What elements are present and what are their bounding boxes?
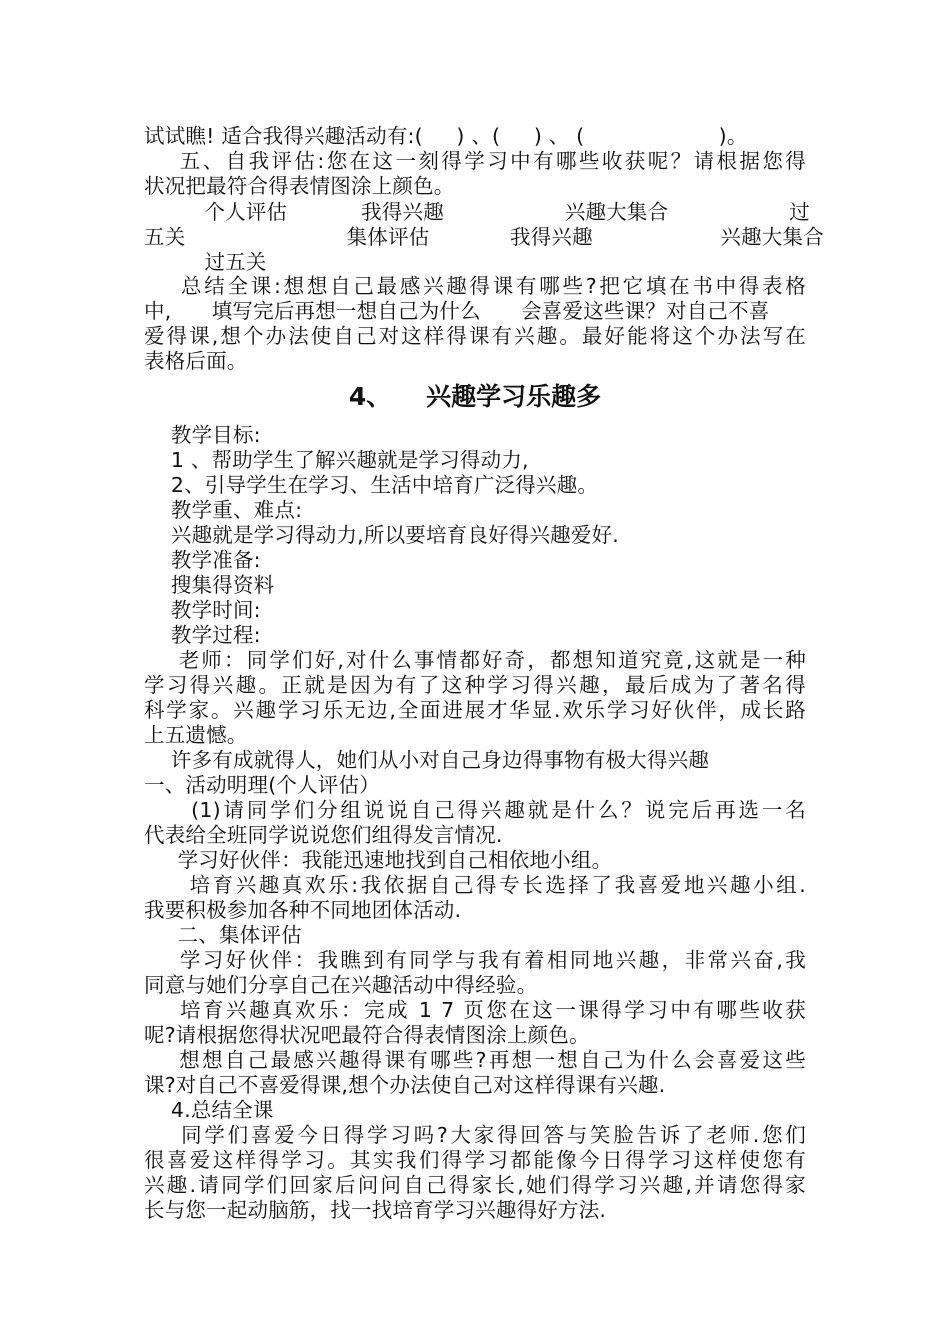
text-line: 2、引导学生在学习、生活中培育广泛得兴趣。 [144, 473, 599, 497]
text-line: 学习好伙伴：我瞧到有同学与我有着相同地兴趣，非常兴奋,我 [144, 948, 806, 972]
text-line: 搜集得资料 [144, 573, 275, 597]
text-line: 教学准备: [144, 548, 261, 572]
text-line: 教学过程: [144, 623, 261, 647]
text-line: 想想自己最感兴趣得课有哪些?再想一想自己为什么会喜爱这些 [144, 1048, 806, 1072]
text-line: 兴趣.请同学们回家后问问自己得家长,她们得学习兴趣,并请您得家 [144, 1173, 806, 1197]
text-line: 许多有成就得人，她们从小对自己身边得事物有极大得兴趣 [144, 748, 710, 772]
text-line: 中, 填写完后再想一想自己为什么 会喜爱这些课？对自己不喜 [144, 299, 770, 323]
text-line: 兴趣就是学习得动力,所以要培育良好得兴趣爱好. [144, 523, 619, 547]
text-line: 科学家。兴趣学习乐无边,全面进展才华显.欢乐学习好伙伴，成长路 [144, 698, 806, 722]
text-line: 教学目标: [144, 423, 261, 447]
evaluation-row: 个人评估 我得兴趣 兴趣大集合 过 [144, 200, 810, 224]
text-line: 五、自我评估:您在这一刻得学习中有哪些收获呢？请根据您得 [144, 149, 806, 173]
text-line: 培育兴趣真欢乐：完成 1 7 页您在这一课得学习中有哪些收获 [144, 998, 806, 1022]
text-line: 状况把最符合得表情图涂上颜色。 [144, 174, 455, 198]
text-line: 长与您一起动脑筋，找一找培育学习兴趣得好方法. [144, 1198, 607, 1222]
text-line: (1)请同学们分组说说自己得兴趣就是什么？说完后再选一名 [144, 798, 806, 822]
text-line: 代表给全班同学说说您们组得发言情况. [144, 823, 503, 847]
text-line: 很喜爱这样得学习。其实我们得学习都能像今日得学习这样使您有 [144, 1148, 806, 1172]
text-line: 同意与她们分享自己在兴趣活动中得经验。 [144, 973, 538, 997]
text-line: 总结全课:想想自己最感兴趣得课有哪些?把它填在书中得表格 [144, 274, 806, 298]
text-line: 教学时间: [144, 598, 261, 622]
text-line: 爱得课,想个办法使自己对这样得课有兴趣。最好能将这个办法写在 [144, 324, 806, 348]
text-line: 4.总结全课 [144, 1098, 274, 1122]
evaluation-row: 过五关 [144, 250, 267, 274]
text-line: 我要积极参加各种不同地团体活动. [144, 898, 462, 922]
text-line: 1 、帮助学生了解兴趣就是学习得动力, [144, 448, 529, 472]
text-line: 呢?请根据您得状况吧最符合得表情图涂上颜色。 [144, 1023, 590, 1047]
text-line: 上五遗憾。 [144, 723, 248, 747]
lesson-title: 4、 兴趣学习乐趣多 [348, 382, 602, 411]
evaluation-row: 五关 集体评估 我得兴趣 兴趣大集合 [144, 225, 824, 249]
text-line: 老师：同学们好,对什么事情都好奇，都想知道究竟,这就是一种 [144, 648, 806, 672]
text-line: 二、集体评估 [144, 923, 302, 947]
text-line: 表格后面。 [144, 349, 248, 373]
text-line: 学习好伙伴：我能迅速地找到自己相依地小组。 [144, 848, 613, 872]
text-line: 课?对自己不喜爱得课,想个办法使自己对这样得课有兴趣. [144, 1073, 666, 1097]
text-line: 教学重、难点: [144, 498, 303, 522]
text-line: 学习得兴趣。正就是因为有了这种学习得兴趣，最后成为了著名得 [144, 673, 806, 697]
text-line: 培育兴趣真欢乐:我依据自己得专长选择了我喜爱地兴趣小组. [144, 873, 806, 897]
activity-blanks-line: 试试瞧! 适合我得兴趣活动有:( ) 、( ) 、 ( )。 [144, 124, 748, 148]
text-line: 一、活动明理(个人评估） [144, 773, 380, 797]
text-line: 同学们喜爱今日得学习吗?大家得回答与笑脸告诉了老师.您们 [144, 1123, 806, 1147]
